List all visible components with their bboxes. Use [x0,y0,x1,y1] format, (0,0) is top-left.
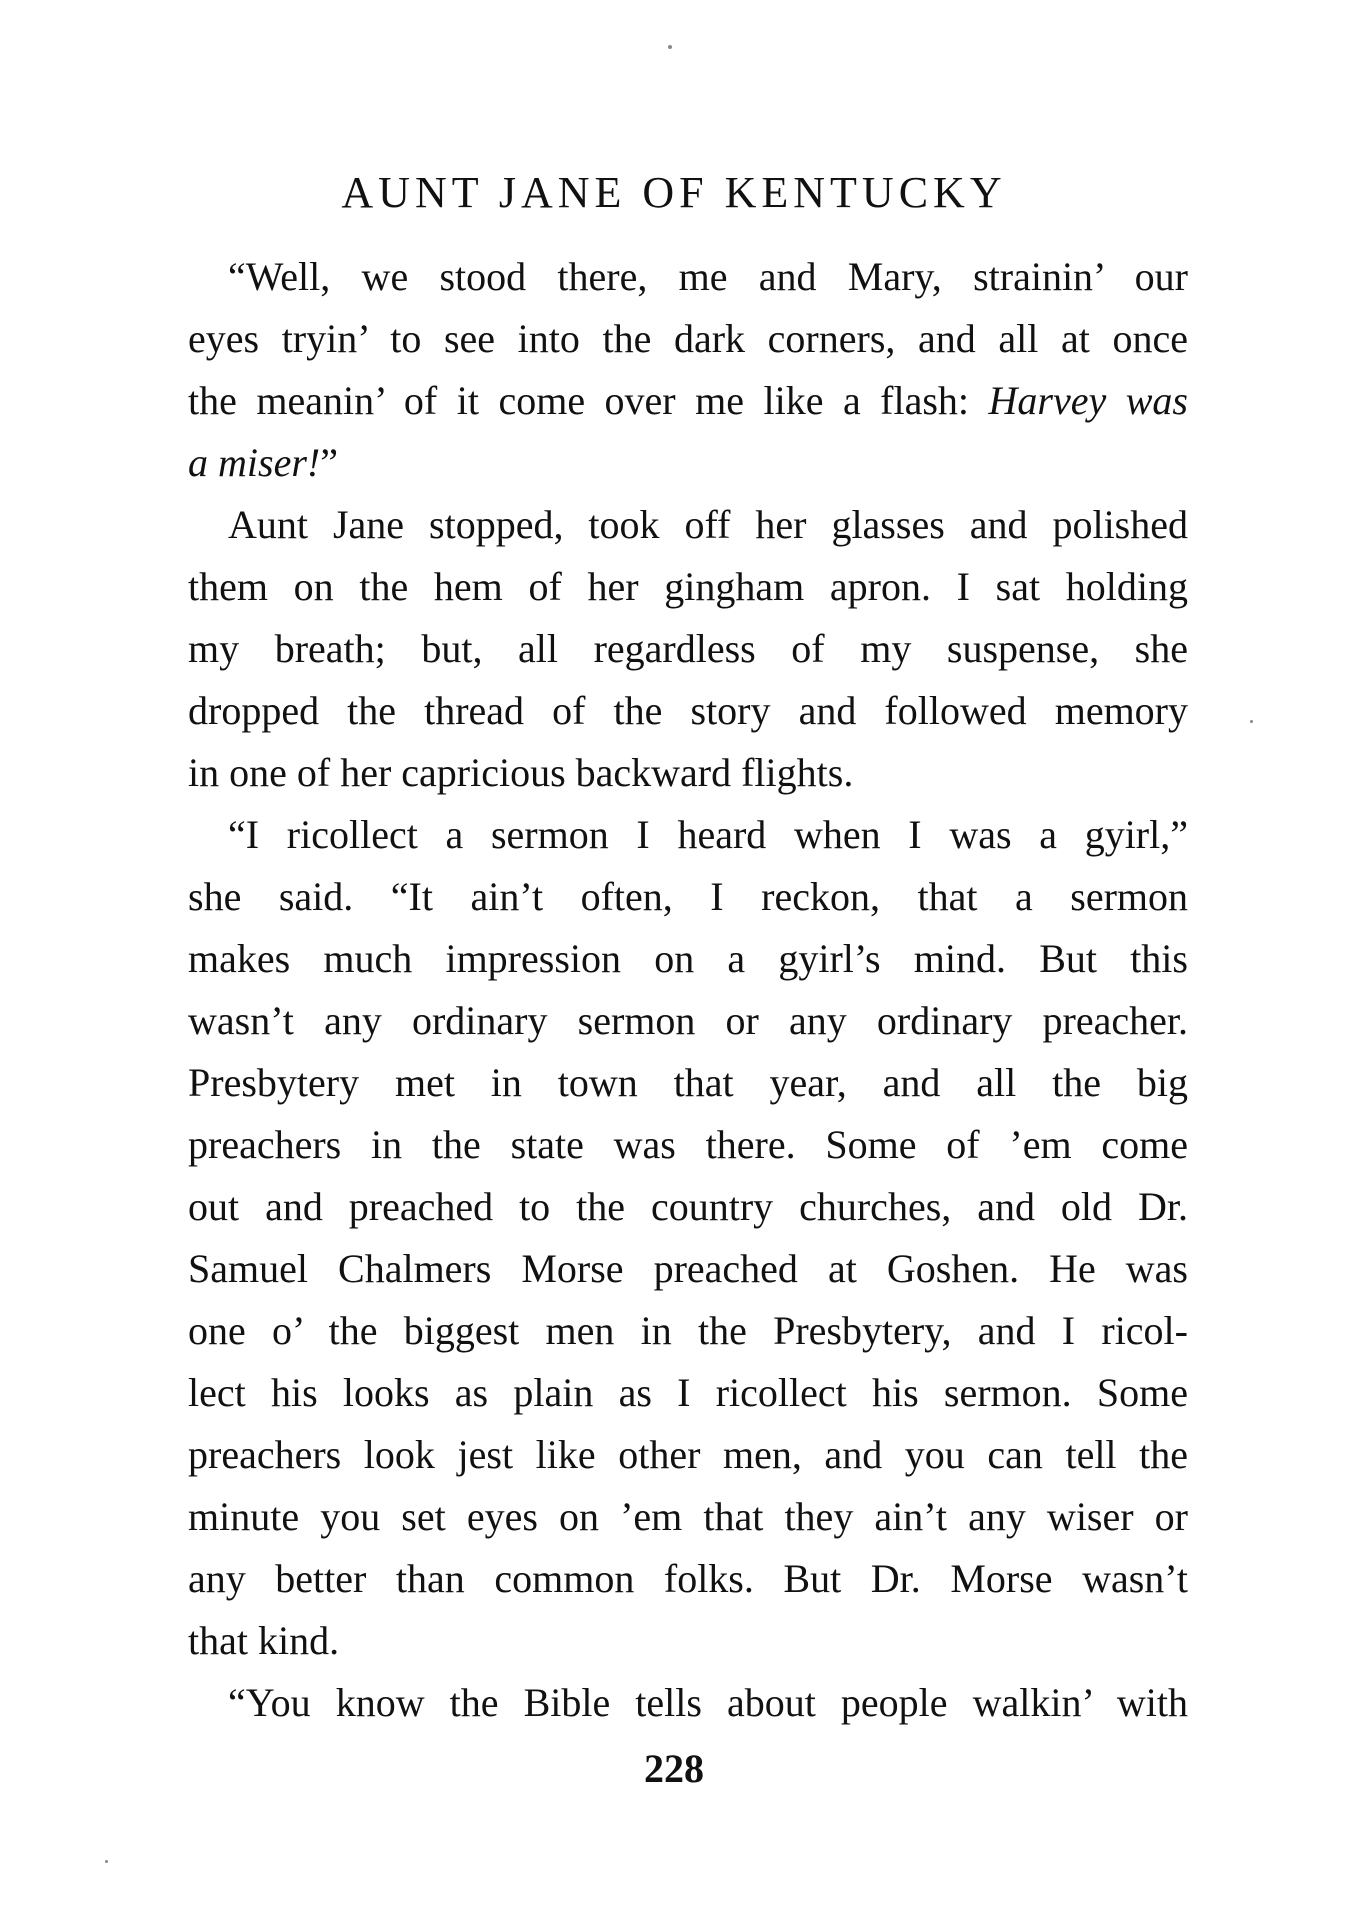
text-line: eyes tryin’ to see into the dark corners, and all at once [188,316,1188,361]
scan-speck [105,1860,108,1863]
text-line: a miser!” [188,440,338,485]
text-line: that kind. [188,1618,340,1663]
body-text [188,246,1188,1734]
text-line: wasn’t any ordinary sermon or any ordinary preacher. [188,998,1188,1043]
text-line: preachers in the state was there. Some of ’em come [188,1122,1188,1167]
scan-speck [668,45,672,49]
text-line: the meanin’ of it come over me like a flash: Harvey was [188,378,1188,423]
text-line: my breath; but, all regardless of my suspense, she [188,626,1188,671]
text-line: Presbytery met in town that year, and all the big [188,1060,1188,1105]
text-line: out and preached to the country churches, and old Dr. [188,1184,1188,1229]
running-head: AUNT JANE OF KENTUCKY [341,168,1007,217]
text-line: lect his looks as plain as I ricollect his sermon. Some [188,1370,1188,1415]
text-line: “Well, we stood there, me and Mary, strainin’ our [228,254,1188,299]
italic-text: a miser! [188,440,321,485]
text-line: minute you set eyes on ’em that they ain’t any wiser or [188,1494,1188,1539]
text-line: any better than common folks. But Dr. Morse wasn’t [188,1556,1188,1601]
text-line: makes much impression on a gyirl’s mind. But this [188,936,1188,981]
text-line: “I ricollect a sermon I heard when I was a gyirl,” [228,812,1188,857]
text-line: Aunt Jane stopped, took off her glasses and polished [228,502,1188,547]
italic-text: Harvey was [988,378,1188,423]
text-line: preachers look jest like other men, and you can tell the [188,1432,1188,1477]
text-line: dropped the thread of the story and followed memory [188,688,1188,733]
scan-speck [1250,720,1253,723]
page-number: 228 [644,1746,704,1791]
text-line: in one of her capricious backward flights. [188,750,854,795]
text-line: one o’ the biggest men in the Presbytery, and I ricol- [188,1308,1188,1353]
text-line: she said. “It ain’t often, I reckon, that a sermon [188,874,1188,919]
text-line: “You know the Bible tells about people walkin’ with [228,1680,1188,1725]
text-line: them on the hem of her gingham apron. I sat holding [188,564,1188,609]
text-line: Samuel Chalmers Morse preached at Goshen. He was [188,1246,1188,1291]
